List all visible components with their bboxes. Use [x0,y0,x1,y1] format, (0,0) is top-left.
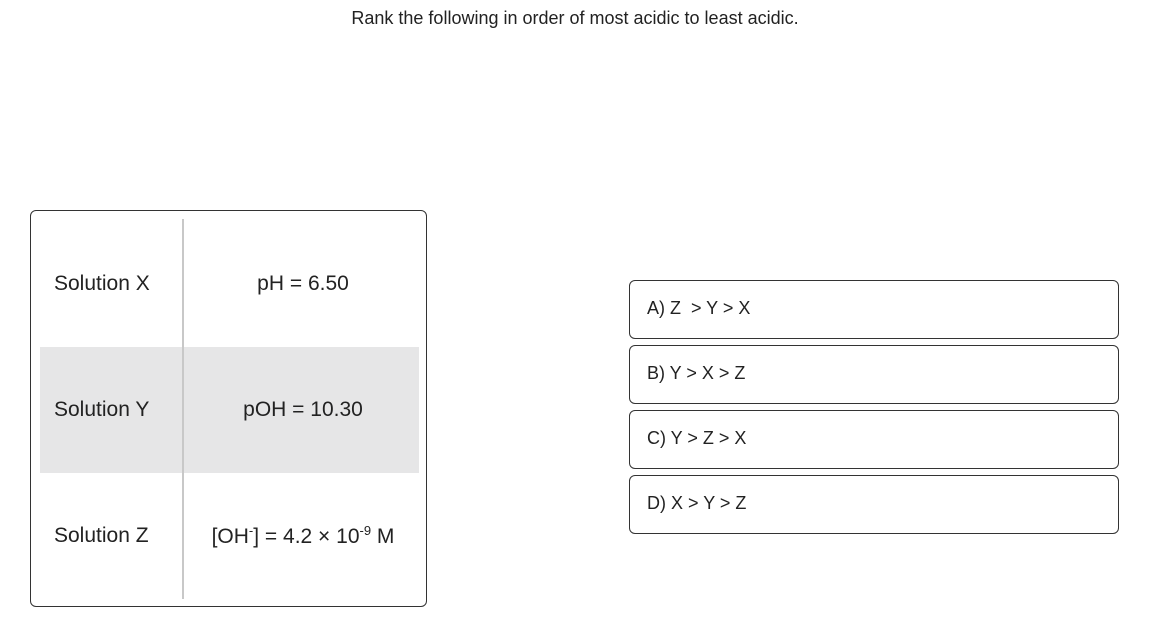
solution-value [184,523,422,549]
answer-choice-b[interactable] [629,345,1119,404]
solution-name: Solution Y [54,398,150,421]
value-prefix: [OH [211,525,249,548]
solution-name: Solution Z [54,524,149,547]
value-suffix: M [371,525,395,548]
value-middle: ] = 4.2 × 10 [253,525,360,548]
answer-choice-d[interactable] [629,475,1119,534]
choice-label: A) Z > Y > X [647,298,751,318]
solution-row-z [31,473,427,599]
solution-name: Solution X [54,272,150,295]
solutions-table [30,210,427,607]
choice-label: C) Y > Z > X [647,428,747,448]
value-charge: - [248,523,254,538]
value-exponent: -9 [359,523,372,538]
choice-label: B) Y > X > Z [647,363,746,383]
answer-choice-a[interactable] [629,280,1119,339]
solution-row-y [31,347,427,473]
question-prompt: Rank the following in order of most acidic to least acidic. [351,8,799,28]
solution-row-x [31,221,427,347]
solution-value: pOH = 10.30 [243,398,363,421]
choice-label: D) X > Y > Z [647,493,747,513]
solution-value: pH = 6.50 [257,272,349,295]
answer-choice-c[interactable] [629,410,1119,469]
